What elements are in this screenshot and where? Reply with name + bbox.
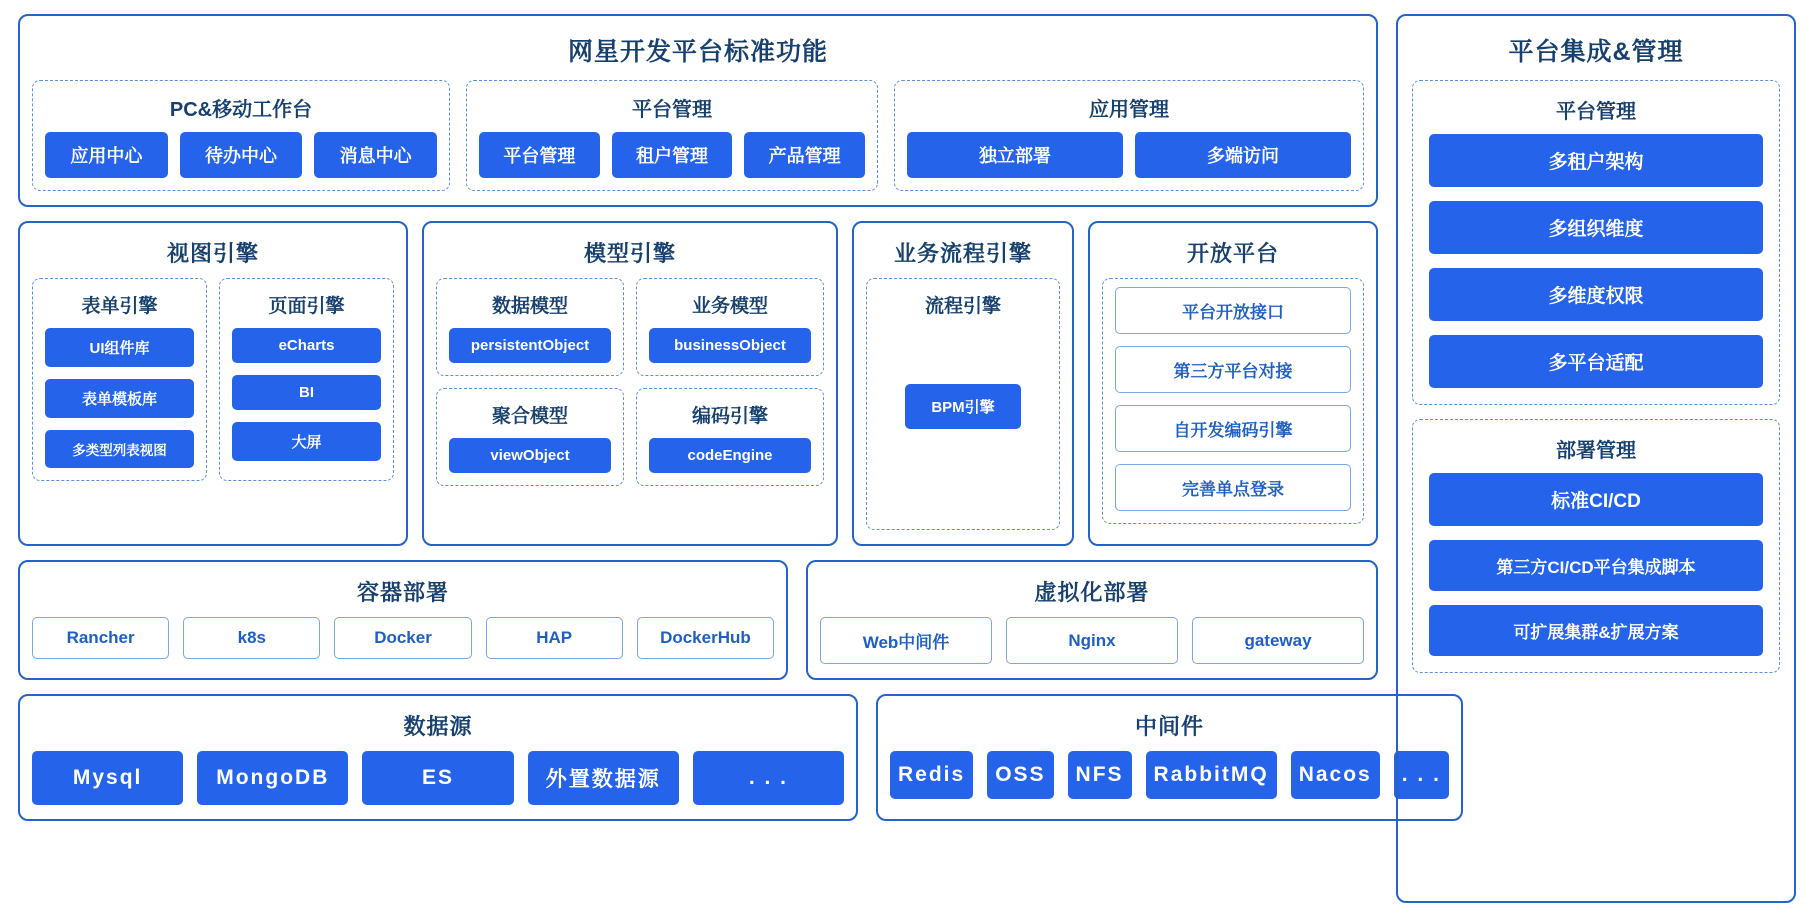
chip-gateway[interactable]: gateway — [1192, 617, 1364, 664]
standard-functions-body — [32, 80, 1364, 191]
group-right-deployment-management — [1412, 419, 1780, 673]
chip-multi-organization-dimension[interactable]: 多组织维度 — [1429, 201, 1763, 254]
chip-bpm-engine[interactable]: BPM引擎 — [905, 384, 1020, 429]
group-title: 表单引擎 — [81, 296, 158, 317]
chip-echarts[interactable]: eCharts — [232, 328, 381, 363]
chip-multi-platform-adaptation[interactable]: 多平台适配 — [1429, 335, 1763, 388]
chip-single-sign-on[interactable]: 完善单点登录 — [1115, 464, 1351, 511]
virtualization-deployment-items — [820, 617, 1364, 664]
middleware-card — [876, 694, 1463, 821]
group-code-engine — [636, 388, 824, 486]
group-title: 应用管理 — [1089, 99, 1169, 121]
group-title: 编码引擎 — [691, 406, 768, 427]
standard-functions-card — [18, 14, 1378, 207]
group-open-platform-items — [1102, 278, 1364, 524]
group-data-model — [436, 278, 624, 376]
chip-es[interactable]: ES — [362, 751, 513, 805]
chip-multi-terminal-access[interactable]: 多端访问 — [1135, 132, 1351, 178]
model-engine-subgroups-bottom — [436, 388, 824, 486]
platform-integration-card — [1396, 14, 1796, 903]
datasource-items — [32, 751, 844, 805]
chip-stack — [232, 328, 381, 461]
group-title: PC&移动工作台 — [169, 99, 313, 121]
chip-code-engine[interactable]: codeEngine — [649, 438, 811, 473]
group-application-management — [894, 80, 1364, 191]
group-process-engine — [866, 278, 1060, 530]
chip-large-screen[interactable]: 大屏 — [232, 422, 381, 461]
group-title: 页面引擎 — [268, 296, 345, 317]
group-title: 流程引擎 — [924, 296, 1001, 317]
business-process-engine-card — [852, 221, 1074, 546]
chip-dockerhub[interactable]: DockerHub — [637, 617, 774, 659]
standard-functions-title: 网星开发平台标准功能 — [567, 38, 828, 66]
chip-middleware-more[interactable]: . . . — [1394, 751, 1449, 799]
chip-rabbitmq[interactable]: RabbitMQ — [1146, 751, 1277, 799]
group-title: 部署管理 — [1556, 440, 1636, 462]
chip-third-party-integration[interactable]: 第三方平台对接 — [1115, 346, 1351, 393]
chip-stack — [1429, 473, 1763, 656]
engines-row — [18, 221, 1378, 546]
chip-external-datasource[interactable]: 外置数据源 — [528, 751, 679, 805]
group-pc-mobile-workbench — [32, 80, 450, 191]
group-form-engine — [32, 278, 207, 481]
container-deployment-title: 容器部署 — [356, 580, 449, 605]
group-title: 业务模型 — [691, 296, 768, 317]
chip-hap[interactable]: HAP — [486, 617, 623, 659]
view-engine-title: 视图引擎 — [166, 241, 259, 266]
open-platform-title: 开放平台 — [1186, 241, 1279, 266]
deployment-row — [18, 560, 1378, 680]
model-engine-card — [422, 221, 838, 546]
chip-nfs[interactable]: NFS — [1068, 751, 1132, 799]
middleware-title: 中间件 — [1134, 714, 1204, 739]
chip-rancher[interactable]: Rancher — [32, 617, 169, 659]
chip-platform-management[interactable]: 平台管理 — [479, 132, 600, 178]
chip-bi[interactable]: BI — [232, 375, 381, 410]
chip-mysql[interactable]: Mysql — [32, 751, 183, 805]
group-aggregate-model — [436, 388, 624, 486]
left-column — [18, 14, 1441, 903]
chip-stack — [1429, 134, 1763, 388]
chip-nginx[interactable]: Nginx — [1006, 617, 1178, 664]
chip-k8s[interactable]: k8s — [183, 617, 320, 659]
chip-row — [45, 132, 437, 178]
group-business-model — [636, 278, 824, 376]
business-process-engine-title: 业务流程引擎 — [893, 241, 1032, 266]
chip-todo-center[interactable]: 待办中心 — [180, 132, 303, 178]
group-platform-management — [466, 80, 878, 191]
group-page-engine — [219, 278, 394, 481]
view-engine-subgroups — [32, 278, 394, 481]
chip-independent-deployment[interactable]: 独立部署 — [907, 132, 1123, 178]
chip-persistent-object[interactable]: persistentObject — [449, 328, 611, 363]
chip-self-developed-code-engine[interactable]: 自开发编码引擎 — [1115, 405, 1351, 452]
platform-integration-title: 平台集成&管理 — [1508, 38, 1684, 66]
chip-standard-cicd[interactable]: 标准CI/CD — [1429, 473, 1763, 526]
model-engine-subgroups-top — [436, 278, 824, 376]
chip-multi-dimension-permission[interactable]: 多维度权限 — [1429, 268, 1763, 321]
chip-third-party-cicd-integration-script[interactable]: 第三方CI/CD平台集成脚本 — [1429, 540, 1763, 591]
model-engine-title: 模型引擎 — [583, 241, 676, 266]
virtualization-deployment-title: 虚拟化部署 — [1034, 580, 1150, 605]
group-title: 数据模型 — [491, 296, 568, 317]
chip-row — [479, 132, 865, 178]
container-deployment-items — [32, 617, 774, 659]
chip-stack — [45, 328, 194, 468]
chip-message-center[interactable]: 消息中心 — [314, 132, 437, 178]
chip-product-management[interactable]: 产品管理 — [744, 132, 865, 178]
chip-nacos[interactable]: Nacos — [1291, 751, 1380, 799]
chip-view-object[interactable]: viewObject — [449, 438, 611, 473]
chip-multi-tenant-architecture[interactable]: 多租户架构 — [1429, 134, 1763, 187]
chip-row — [907, 132, 1351, 178]
chip-oss[interactable]: OSS — [987, 751, 1053, 799]
chip-business-object[interactable]: businessObject — [649, 328, 811, 363]
datasource-card — [18, 694, 858, 821]
chip-multi-type-list-view[interactable]: 多类型列表视图 — [45, 430, 194, 468]
bottom-row — [18, 694, 1441, 821]
right-column — [1396, 14, 1796, 903]
group-title: 平台管理 — [1556, 101, 1636, 123]
open-platform-list — [1115, 287, 1351, 511]
chip-form-template-library[interactable]: 表单模板库 — [45, 379, 194, 418]
chip-tenant-management[interactable]: 租户管理 — [612, 132, 733, 178]
chip-scalable-cluster-expansion[interactable]: 可扩展集群&扩展方案 — [1429, 605, 1763, 656]
chip-datasource-more[interactable]: . . . — [693, 751, 844, 805]
chip-docker[interactable]: Docker — [334, 617, 471, 659]
open-platform-card — [1088, 221, 1378, 546]
view-engine-card — [18, 221, 408, 546]
chip-web-middleware[interactable]: Web中间件 — [820, 617, 992, 664]
chip-app-center[interactable]: 应用中心 — [45, 132, 168, 178]
chip-platform-open-api[interactable]: 平台开放接口 — [1115, 287, 1351, 334]
group-title: 平台管理 — [632, 99, 712, 121]
group-title: 聚合模型 — [491, 406, 568, 427]
middleware-items — [890, 751, 1449, 799]
chip-ui-component-library[interactable]: UI组件库 — [45, 328, 194, 367]
datasource-title: 数据源 — [403, 714, 473, 739]
chip-redis[interactable]: Redis — [890, 751, 973, 799]
container-deployment-card — [18, 560, 788, 680]
group-right-platform-management — [1412, 80, 1780, 405]
chip-mongodb[interactable]: MongoDB — [197, 751, 348, 805]
virtualization-deployment-card — [806, 560, 1378, 680]
